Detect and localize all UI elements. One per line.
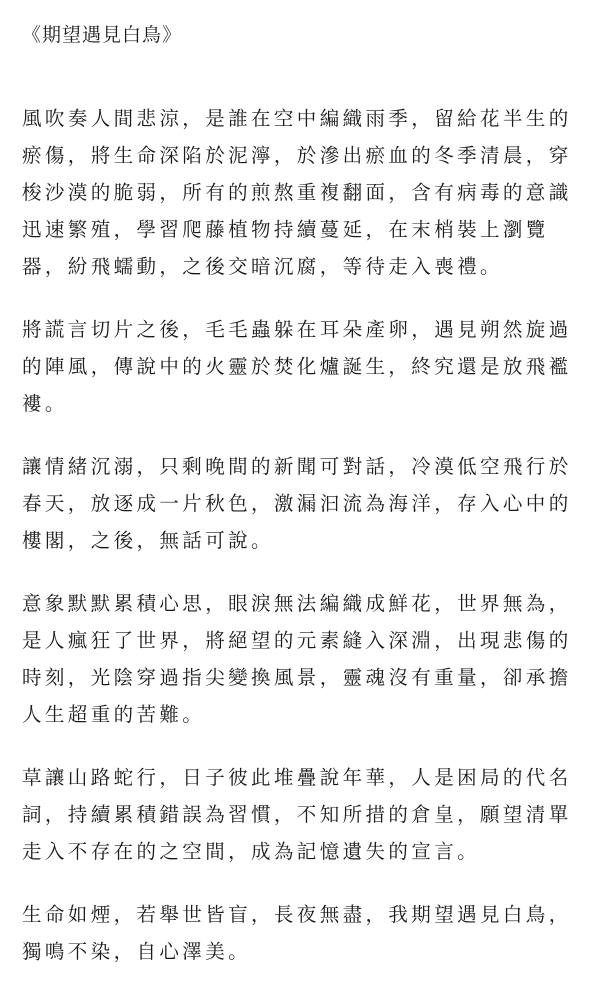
paragraph: 生命如煙，若舉世皆盲，長夜無盡，我期望遇見白鳥，獨鳴不染，自心澤美。	[22, 903, 572, 963]
paragraph: 草讓山路蛇行，日子彼此堆疊說年華，人是困局的代名詞，持續累積錯誤為習慣，不知所措的倉皇，願望清單走入不存在的之空間，成為記憶遺失的宣言。	[22, 766, 572, 863]
paragraph: 風吹奏人間悲涼，是誰在空中編織雨季，留給花半生的瘀傷，將生命深陷於泥濘，於滲出瘀血的冬季清晨，穿梭沙漠的脆弱，所有的煎熬重複翻面，含有病毒的意識迅速繁殖，學習爬藤植物持續蔓延，在末梢裝上瀏覽器，紛飛蠕動，之後交暗沉腐，等待走入喪禮。	[22, 107, 572, 278]
poem-body	[22, 100, 572, 970]
poem-title: 《期望遇見白鳥》	[22, 24, 183, 46]
paragraph: 意象默默累積心思，眼淚無法編織成鮮花，世界無為，是人瘋狂了世界，將絕望的元素縫入深淵，出現悲傷的時刻，光陰穿過指尖變換風景，靈魂沒有重量，卻承擔人生超重的苦難。	[22, 592, 572, 726]
paragraph: 讓情緒沉溺，只剩晚間的新聞可對話，冷漠低空飛行於春天，放逐成一片秋色，激漏汩流為海洋，存入心中的樓閣，之後，無話可說。	[22, 455, 572, 552]
paragraph: 將謊言切片之後，毛毛蟲躲在耳朵產卵，遇見朔然旋過的陣風，傳說中的火靈於焚化爐誕生，終究還是放飛襤褸。	[22, 318, 572, 415]
